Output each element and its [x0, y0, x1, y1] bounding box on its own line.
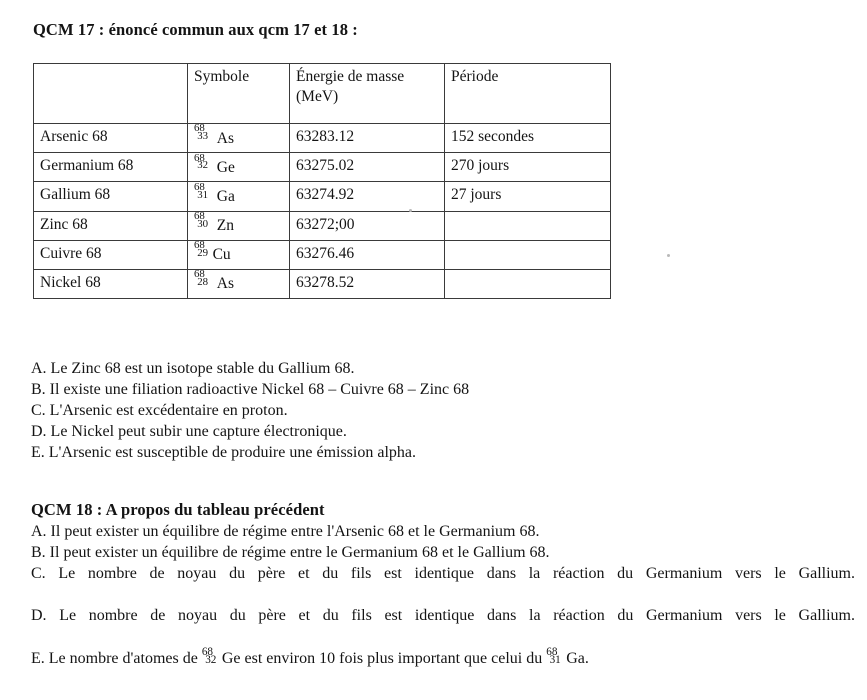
isotope-notation-inline	[201, 646, 222, 667]
isotope-notation	[194, 209, 234, 236]
mass-number: 68	[194, 122, 205, 135]
mass-number: 68	[194, 268, 205, 281]
qcm17-option-e: E. L'Arsenic est susceptible de produire une émission alpha.	[31, 444, 416, 461]
qcm18-option-c: C. Le nombre de noyau du père et du fils est identique dans la réaction du Germanium vers le Gallium.	[31, 565, 855, 582]
table-header-symbole: Symbole	[188, 64, 290, 124]
scan-speckle	[667, 254, 670, 257]
table-row	[34, 211, 611, 240]
mass-number: 68	[201, 646, 214, 659]
cell-symbol	[188, 153, 290, 182]
isotope-table	[33, 63, 611, 299]
qcm17-option-d: D. Le Nickel peut subir une capture électronique.	[31, 423, 347, 440]
table-row	[34, 182, 611, 211]
mass-number: 68	[546, 646, 558, 659]
cell-energy: 63275.02	[290, 153, 445, 182]
cell-period: 270 jours	[445, 153, 611, 182]
mass-number: 68	[194, 209, 205, 222]
qcm18-option-e-suffix: .	[584, 650, 589, 667]
table-row	[34, 153, 611, 182]
cell-element-name: Nickel 68	[34, 269, 188, 298]
element-symbol: As	[216, 275, 234, 293]
element-symbol: Ge	[216, 158, 235, 176]
qcm18-option-e	[31, 647, 855, 669]
element-symbol: Ga	[216, 187, 235, 205]
qcm18-option-b: B. Il peut exister un équilibre de régime entre le Germanium 68 et le Gallium 68.	[31, 544, 550, 561]
isotope-notation	[194, 151, 235, 177]
cell-element-name: Gallium 68	[34, 182, 188, 211]
cell-element-name: Zinc 68	[34, 211, 188, 240]
cell-symbol	[188, 240, 290, 269]
atomic-number: 30	[197, 217, 209, 230]
cell-period	[445, 211, 611, 240]
cell-period	[445, 269, 611, 298]
element-symbol: Zn	[216, 217, 234, 235]
element-symbol: Ga	[566, 650, 585, 667]
table-header-energie-line2: (MeV)	[296, 87, 339, 105]
table-header-row	[34, 64, 611, 124]
cell-period: 152 secondes	[445, 124, 611, 153]
cell-energy: 63274.92	[290, 182, 445, 211]
qcm17-option-c: C. L'Arsenic est excédentaire en proton.	[31, 402, 288, 419]
table-header-name	[34, 64, 188, 124]
atomic-number: 31	[549, 654, 561, 667]
table-body	[34, 124, 611, 299]
isotope-notation	[194, 268, 234, 294]
table-row	[34, 240, 611, 269]
isotope-notation	[194, 180, 235, 206]
qcm18-option-e-middle: est environ 10 fois plus important que celui du	[240, 650, 547, 667]
mass-number: 68	[194, 180, 205, 193]
cell-energy: 63283.12	[290, 124, 445, 153]
qcm18-heading: QCM 18 : A propos du tableau précédent	[31, 500, 325, 519]
table-header-energie-line1: Énergie de masse	[296, 68, 405, 85]
cell-period: 27 jours	[445, 182, 611, 211]
table-header-periode: Période	[445, 64, 611, 124]
cell-symbol	[188, 211, 290, 240]
cell-element-name: Cuivre 68	[34, 240, 188, 269]
cell-element-name: Germanium 68	[34, 153, 188, 182]
atomic-number: 33	[197, 130, 209, 143]
cell-energy: 63278.52	[290, 269, 445, 298]
scan-speckle	[409, 209, 412, 212]
qcm17-heading: QCM 17 : énoncé commun aux qcm 17 et 18 :	[33, 20, 358, 39]
isotope-notation-inline	[546, 646, 566, 667]
table-row	[34, 269, 611, 298]
qcm17-option-list	[31, 358, 831, 463]
atomic-number: 32	[205, 654, 217, 667]
cell-element-name: Arsenic 68	[34, 124, 188, 153]
atomic-number: 29	[197, 246, 209, 259]
qcm18-option-e-prefix: E. Le nombre d'atomes de	[31, 650, 202, 667]
qcm17-option-a: A. Le Zinc 68 est un isotope stable du Gallium 68.	[31, 360, 355, 377]
qcm17-option-b: B. Il existe une filiation radioactive Nickel 68 – Cuivre 68 – Zinc 68	[31, 381, 470, 398]
qcm18-option-list	[31, 521, 855, 669]
mass-number: 68	[194, 239, 205, 252]
mass-number: 68	[194, 151, 205, 164]
cell-symbol	[188, 269, 290, 298]
isotope-notation	[194, 122, 234, 148]
isotope-notation	[194, 239, 231, 265]
cell-energy: 63276.46	[290, 240, 445, 269]
atomic-number: 31	[197, 188, 209, 201]
element-symbol: Ge	[221, 650, 241, 667]
element-symbol: As	[216, 129, 234, 147]
cell-period	[445, 240, 611, 269]
atomic-number: 28	[197, 276, 209, 289]
table-row	[34, 124, 611, 153]
qcm18-option-d: D. Le nombre de noyau du père et du fils est identique dans la réaction du Germanium vers le Gallium.	[31, 607, 855, 624]
atomic-number: 32	[197, 159, 209, 172]
table-header-energie	[290, 64, 445, 124]
cell-symbol	[188, 182, 290, 211]
element-symbol: Cu	[212, 246, 231, 264]
qcm18-option-a: A. Il peut exister un équilibre de régime entre l'Arsenic 68 et le Germanium 68.	[31, 523, 540, 540]
cell-symbol	[188, 124, 290, 153]
cell-energy: 63272;00	[290, 211, 445, 240]
